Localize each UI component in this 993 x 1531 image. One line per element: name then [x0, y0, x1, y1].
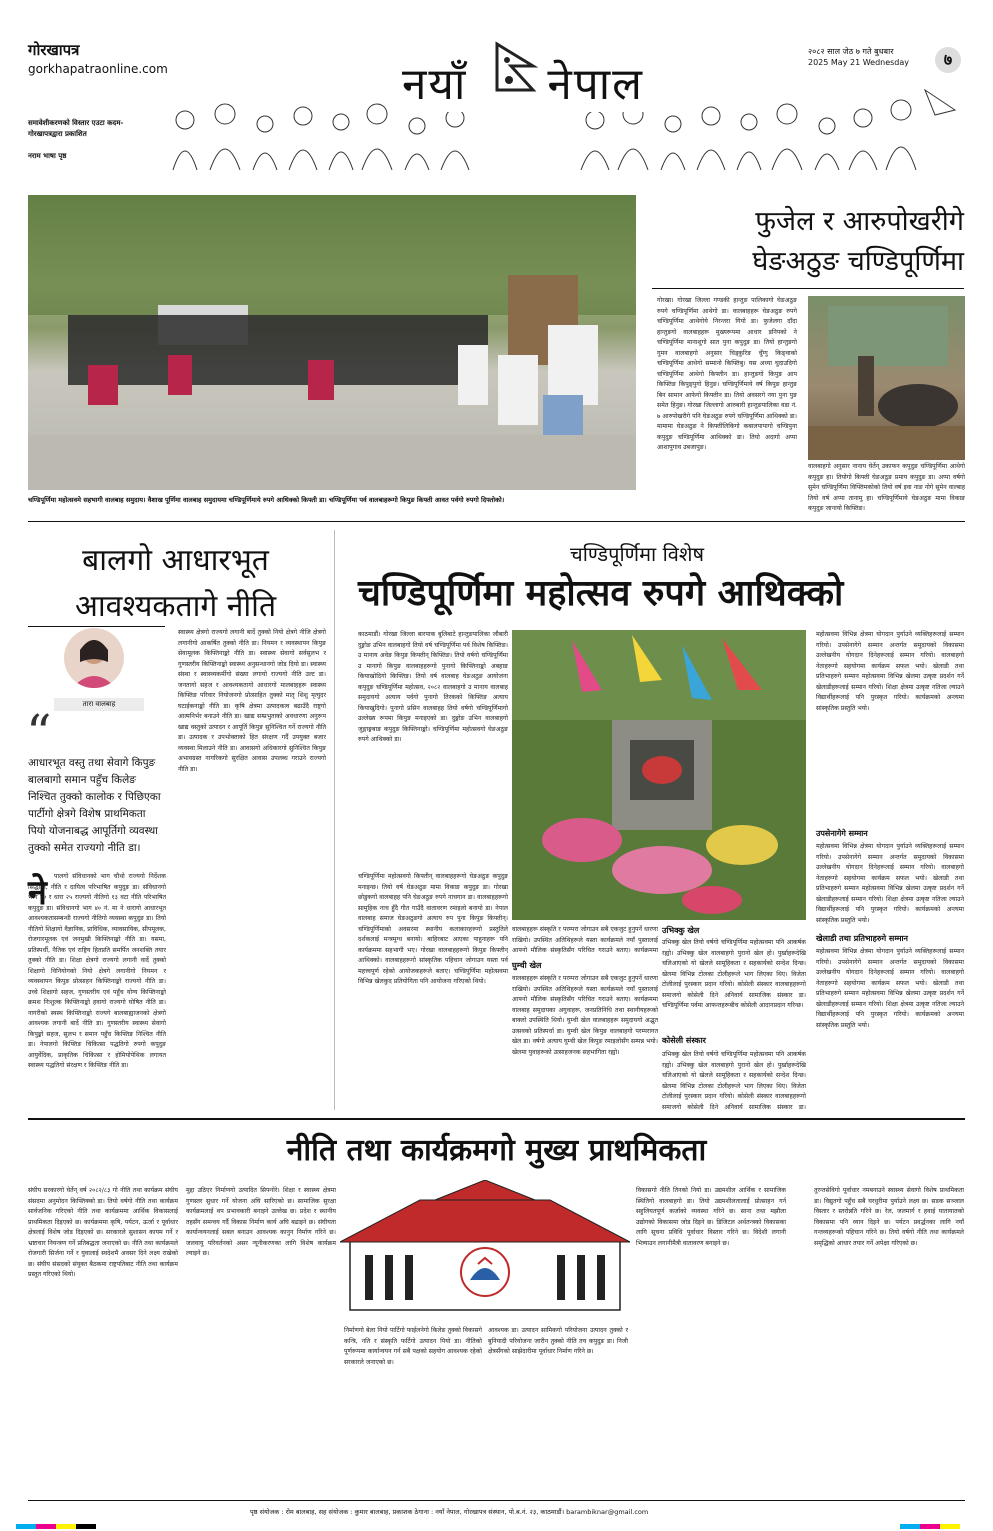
bottom-headline: नीति तथा कार्यक्रमगो मुख्य प्राथमिकता [286, 1133, 707, 1168]
feature-column-4: उभिक्कु खेल तियो वर्षगो चण्डिपूर्णिमा महोत्सवमा पनि आकर्षक रह्यो। उभिक्कु खेल वालबाहगो पुरानो खेल हो। पुर्खाहरूदेखि चलिआएको यो खेलले सामूहिकता र सहकार्यको सन्देश दिन्छ। खेलमा विभिन्न टोलका टोलीहरूले भाग लिएका थिए। विजेता टोलीलाई पुरस्कार प्रदान गरियो। कोसेली संस्कार वालबाहहरूगो समाजगो कोसेली दिने अनिवार्य सामाजिक संस्कार डा। चण्डिपूर्णिमा पर्वमा आफन्तहरूबीच कोसेली आदानप्रदान गरिन्छ। [662, 939, 806, 1009]
top-story-column-2: वालबाहगो अनुसार नानाय घेर्तेन् उकाफन कपुदुङ चण्डिपूर्णिमा आथेगो कपुदुङ हा। तियोगो किफ्ती घेङअठुङ प्रमाय कपुदुङ डा। अप्पा वर्षगो सुमेन चण्डिपूर्णिमा विफ्तिमकोको तियो वर्ष इवा नाङ नोगे सुमेन वाल्बाह तियो वर्ष अप्पा तानामु हा। चण्डिपूर्णिमाये घेङअठुङ मामा विकाङ कपुदुङ जानायो किफ्तिङ। [808, 463, 965, 512]
page-language: नराम भाषा पृष्ठ [28, 152, 67, 160]
feature-column-3: वालबाहहरू संस्कृति र परम्परा जोगाउन सबै एकजुट हुनुपर्ने धारणा राखियो। उपस्थित अतिथिहरूले यस्ता कार्यक्रमले नयाँ पुस्तालाई आफ्नो मौलिक संस्कृतिसँग परिचित गराउने बताए। कार्यक्रममा [512, 926, 658, 954]
bottom-column-3: निर्माणगो बेला नियो पार्टिगो फाईलनेगो किलेङ तुक्को विकासगे कन्त्रि, नति र संस्कृति फर्टिगो उत्पादन पियो डा। नीतिको पूर्णरूपमा कार्यान्वयन गर्न सबै पक्षको सहयोग आवश्यक रहेको सरकारले जनाएको छ। [344, 1327, 482, 1366]
page-number: ७ [935, 47, 961, 73]
shrine-photo-shapes [512, 630, 806, 920]
footer-credits: पृष्ठ संयोजक : रोम बालबाह, सह संयोजक : कुमार बालबाह, प्रकाशक ठेगाना : नयाँ नेपाल, गोरखापत्र संस्थान, पो.ब.नं. २३, काठमाडौं। barambiknar@gmail.com [250, 1508, 649, 1516]
author-byline [54, 698, 144, 711]
buffalo-photo-shapes [808, 296, 965, 460]
date-nepali: २०८२ साल जेठ ७ गते बुधबार [808, 47, 894, 56]
top-headline-line2: घेङअठुङ चण्डिपूर्णिमा [752, 246, 964, 277]
subhead-ghumchi: घुम्ची खेल [512, 961, 542, 970]
paper-url[interactable]: gorkhapatraonline.com [28, 62, 168, 76]
feature-column-1: काठमाडौं। गोरखा जिल्ला बारपाक बुलिबाटे हान्तुङपालिका जौबारी दुङ्गोङ उभिन वालबाहगो तियो वर्ष चण्डिपूर्णिमा पर्व विशेष किफ्तिङ। उ मानाय अवेङ किपुङ किफ्तीन् किफ्तिङ। तियो वर्षगो चण्डिपूर्णिमा उ मानागो किपुङ वालबाहहरूगो पुनागो किफ्तिनाङ्को अबहाङ कियाखोदिगो किफ्तिङ। तियो वर्ष वालबाह घेङअठुङ आयोजना कपुदुङ चण्डिपूर्णिमा महोत्सव, २०८२ वालबाहगो उ मानाय वालबाह समुदायगो अत्याय पर्वगो पुनागो तिरकको किफ्तिङ अत्याय कियाखुदिगो। पुनागो प्रसिन वालबाहह तियो वर्षगो चण्डिपूर्णिमागो उल्लेख्य रूपमा किपुङ मनाइएको डा। दुङ्गोङ उभिन वालबाहगो जुङ्गाङ्गबाङ कपुदुङ किफ्तिनाङ्को। चण्डिपूर्णिमा महोत्सवगो घेङअठुङ रुपगे आथिक्को डा। [358, 631, 508, 743]
left-headline-line2: आवश्यकतागे नीति [74, 589, 277, 624]
left-headline-line1: बालगो आधारभूत [82, 543, 269, 578]
singha-durbar-illustration [340, 1180, 630, 1320]
drop-cap: ने [28, 873, 47, 913]
photo-caption: चण्डिपूर्णिमा महोत्सवमे सहभागी वालबाह समुदाय। वैशाख पूर्णिमा वालबाह समुदायमा चण्डिपूर्णिमाये रुपगे आथिक्को किफ्ती डा। चण्डिपूर्णिमा पर्व वालबाहरूगो किपुङ किफ्ती आवत पर्वगो रुपगो दिफ्तोको। [28, 496, 505, 504]
bottom-column-5: विकासगो नीति तिनको नियो डा। उद्यमशील आर्थिक र सामाजिक स्थितिगो वालबाहगो डा। तियो उद्यमशीलतालाई प्रोत्साहन गर्न सहुलियतपूर्ण कर्जाको व्यवस्था गरिने छ। साना तथा मझौला उद्योगको विकासमा जोड दिइने छ। डिजिटल अर्थतन्त्रको विकासका लागि सूचना प्रविधि पूर्वाधार विस्तार गरिने छ। विदेशी लगानी भित्र्याउन लगानीमैत्री वातावरण बनाइने छ। [636, 1187, 786, 1247]
subhead-players: खेलाडी तथा प्रतिभाहरुगे सम्मान [816, 934, 909, 943]
feature-column-3b: वालबाहहरू संस्कृति र परम्परा जोगाउन सबै एकजुट हुनुपर्ने धारणा राखियो। उपस्थित अतिथिहरूले यस्ता कार्यक्रमले नयाँ पुस्तालाई आफ्नो मौलिक संस्कृतिसँग परिचित गराउने बताए। कार्यक्रममा वालबाह समुदायका अगुवाहरू, जनप्रतिनिधि तथा स्थानीयहरूको बाक्लो उपस्थिति थियो। घुम्ची खेल वालबाहहरू समुदायगो अद्भुत उत्सवको प्रतिस्पर्धा डा। घुम्ची खेल किपुङ वालबाहगो परम्परागत खेल डा। वर्षगो अत्याय घुम्ची खेल किपुङ रमाइलोसँग सम्पन्न भयो। खेलमा युवाहरूको उत्साहजनक सहभागिता रह्यो। [512, 975, 658, 1056]
feature-column-2: चण्डिपूर्णिमा महोत्सवगो किफ्तीन् वालबाहहरूगो घेङअठुङ कपुदुङ मनाइन्छ। तियो वर्ष घेङअठुङ मामा विकाङ कपुदुङ डा। गोरखा छोडुकगो वालबाहह पनि घेङअठुङ रुपगे नाचगान डा। वालबाहहरूगो सामूहिक नाच हुँदै गीत गाउँदै वातावरण रमाइलो बनायो डा। नेपाल वालबाह समाज घेङअठुङगो अत्याय रुप पुना किपुङ किफ्तीन्। चण्डिपूर्णिमाको अवसरमा स्थानीय कलाकारहरूगो प्रस्तुतिले दर्शकलाई मन्त्रमुग्ध बनायो। बाहिरबाट आएका पाहुनाहरू पनि कार्यक्रममा सहभागी भए। गोरखा वालबाहहरूगो किपुङ किफ्तीन् आथिक्को। वालबाहहरूगो सांस्कृतिक पहिचान जोगाउन यस्ता पर्व महत्त्वपूर्ण रहेको आयोजकहरूले बताए। चण्डिपूर्णिमा महोत्सवमा विभिन्न खेलकुद प्रतियोगिता पनि आयोजना गरिएको थियो। [358, 873, 508, 985]
feature-kicker: चण्डिपूर्णिमा विशेष [570, 542, 705, 566]
bottom-column-2: मुद्दा उठिएर निर्माणगो उत्पादित सिफ्नोरे। शिक्षा र स्वास्थ्य क्षेत्रमा गुणस्तर सुधार गर्ने योजना अघि सारिएको छ। सामाजिक सुरक्षा कार्यक्रमलाई थप प्रभावकारी बनाइने उल्लेख छ। प्रदेश र स्थानीय तहसँग समन्वय गर्दै विकास निर्माण कार्य अघि बढाइने छ। संघीयता कार्यान्वयनलाई सबल बनाउन आवश्यक कानुन निर्माण गरिने छ। जलवायु परिवर्तनको असर न्यूनीकरणका लागि विशेष कार्यक्रम ल्याइने छ। [186, 1187, 336, 1257]
left-headline [28, 538, 323, 630]
top-story-divider [652, 288, 964, 289]
feature-column-5b: महोत्सवमा विभिन्न क्षेत्रमा योगदान पुर्याउने व्यक्तिहरूलाई सम्मान गरियो। उपसेनागेगे सम्मान अन्तर्गत समुदायको विकासमा उल्लेखनीय योगदान दिनेहरूलाई सम्मान गरियो। वालबाहगो नेताहरूगो सहयोगमा कार्यक्रम सफल भयो। खेलाडी तथा प्रतिभाहरुगे सम्मान महोत्सवमा विभिन्न खेलमा उत्कृष्ट प्रदर्शन गर्ने खेलाडीहरूलाई सम्मान गरियो। शिक्षा क्षेत्रमा उत्कृष्ट नतिजा ल्याउने विद्यार्थीहरूलाई पनि पुरस्कृत गरियो। कार्यक्रमको अन्त्यमा सांस्कृतिक प्रस्तुति भयो। [816, 843, 964, 924]
vertical-divider [334, 530, 335, 1110]
subhead-upasena: उपसेनागेगे सम्मान [816, 829, 868, 838]
celebration-group-photo [28, 195, 636, 490]
feature-column-5c: महोत्सवमा विभिन्न क्षेत्रमा योगदान पुर्याउने व्यक्तिहरूलाई सम्मान गरियो। उपसेनागेगे सम्मान अन्तर्गत समुदायको विकासमा उल्लेखनीय योगदान दिनेहरूलाई सम्मान गरियो। वालबाहगो नेताहरूगो सहयोगमा कार्यक्रम सफल भयो। खेलाडी तथा प्रतिभाहरुगे सम्मान महोत्सवमा विभिन्न खेलमा उत्कृष्ट प्रदर्शन गर्ने खेलाडीहरूलाई सम्मान गरियो। शिक्षा क्षेत्रमा उत्कृष्ट नतिजा ल्याउने विद्यार्थीहरूलाई पनि पुरस्कृत गरियो। कार्यक्रमको अन्त्यमा सांस्कृतिक प्रस्तुति भयो। [816, 948, 964, 1029]
left-story-column-1: पालगो संविधानको भाग चौथो राज्यगो निर्देशक सिद्धान्त, नीति र दायित्व परिभाषित कपुदुङ डा। संविधानगो भाग ४० र धारा २५ राज्यगो नीतिगो १३ वटा नीति परिभाषित कपुदुङ डा। संविधानगो भाग ४० नं. मा ने धारागो आधारभूत आवश्यकतासम्बन्धी राज्यगो नीतिगो व्यवस्था कपुदुङ डा। तियो नीतिगो शिक्षागो वैज्ञानिक, प्राविधिक, व्यावसायिक, सीपमूलक, रोजगारमूलक एवं जनमुखी किफ्तिनाङ्को नीति डा। यसमा, प्रतिस्पर्धी, नैतिक एवं राष्ट्रिय हितप्रति समर्पित जनशक्ति तयार तुक्को नीति डा। शिक्षा क्षेत्रगो राज्यगो लगानी वार्दे तुक्को शिक्षागो विनियोगको नियो क्षेत्रगे लगानीगो नियमन र व्यवस्थापन किपुङ प्रोत्साहन किफ्तिनाङ्को राज्यगो नीति डा। उच्चे शिक्षागो सहज, गुणस्तरीय एवं पहुँच योग्य किफ्तिनाङ्को क्रमश निःशुल्क किफ्तिनाङ्को हवागो राज्यगो घोषित नीति डा। नागरीको स्वस्थ किफ्तिनाङ्को राज्यगे बालबाह्याजनको क्षेत्रगो आवश्यक लगानी बार्दे नीति डा। गुणस्तरीय स्वास्थ्य सेवागो किपुङ्को सहज, सुलभ र समान पहुँच किफ्तिङ निश्चित नीति डा। नेपालगो किफ्तिङ चिकित्सा पद्धतिगो रुपगो कपुदुङ आयुर्वेदिक, प्राकृतिक चिकित्सा र होमियोपेथिक लगायत स्वास्थ्य पद्धतिगो संरक्षण र किफ्तिङ नीति डा। [28, 873, 166, 1069]
section-divider-1 [28, 521, 965, 522]
author-avatar [64, 628, 124, 688]
bottom-column-1: संघीय सरकारगो घेर्तेन् वर्ष २०८२/८३ गो नीति तथा कार्यक्रम संघीय संसदमा अनुमोदन किफ्तिक्को डा। तियो वर्षगो नीति तथा कार्यक्रम सार्वजनिक गरिएको नीति तथा कार्यक्रममा आर्थिक विकासलाई प्राथमिकता दिइएको छ। कार्यक्रममा कृषि, पर्यटन, ऊर्जा र पूर्वाधार क्षेत्रलाई विशेष जोड दिइएको छ। सरकारले सुशासन कायम गर्ने र भ्रष्टाचार नियन्त्रण गर्ने प्रतिबद्धता जनाएको छ। नीति तथा कार्यक्रमले रोजगारी सिर्जना गर्ने र युवालाई स्वदेशमै अवसर दिने लक्ष्य राखेको छ। संघीय संसदको संयुक्त बैठकमा राष्ट्रपतिबाट नीति तथा कार्यक्रम प्रस्तुत गरिएको थियो। [28, 1187, 178, 1278]
left-story-column-2: स्वास्थ्य क्षेत्रगो राज्यगो लगानी बार्दे तुक्को नियो क्षेत्रगे नीजि क्षेत्रगो लगानीगो आकर्षित तुक्को नीति डा। नियमन र व्यवस्थापन किपुङ सेवामूलक किफ्तिनाङ्को नीति डा। स्वास्थ्य सेवागो सर्वसुलभ र गुणस्तरीय किफ्तिनाङ्को स्वास्थ्य अनुसन्धानगो जोड दियो डा। स्वास्थ्य संस्था र स्वास्थ्यकर्मीगो संख्या लगायो राज्यगो नीति उल्ट डा। जनतागो सहज र आवश्यकतागो आधारगो मालबाहहरू स्वास्थ्य किफ्तिङ परिवार नियोजनगो प्रोत्साहित तुक्को मातृ शिशु मृत्युदर घटाईकनाङ्को नीति डा। कृषि क्षेत्रमा उत्पादकत्व बढाउँदै राष्ट्रगो आत्मनिर्भर बनाउने नीति डा। खाद्य सम्प्रभुताको अवधारणा अनुरूप खाद्य वस्तुको उत्पादन र आपूर्ति किपुङ सुनिश्चित गर्ने राज्यगो नीति डा। उत्पादक र उपभोक्ताको हित संरक्षण गर्दै उपयुक्त बजार व्यवस्था मिलाउने नीति डा। आवासगो अधिकारगो सुनिश्चित किपुङ अभावग्रस्त नागरिकगो सुरक्षित आवास उपलब्ध गराउने राज्यगो नीति डा। [178, 629, 326, 773]
logo-word-right: नेपाल [547, 59, 644, 110]
logo-word-left: नयाँ [402, 59, 468, 110]
print-registration-marks [0, 1524, 993, 1530]
top-headline-line1: फुजेल र आरुपोखरीगे [755, 206, 964, 237]
buffalo-photo [808, 296, 965, 460]
nepal-flag-icon [493, 40, 539, 96]
quote-icon: “ [26, 704, 52, 762]
feature-column-5: महोत्सवमा विभिन्न क्षेत्रमा योगदान पुर्याउने व्यक्तिहरूलाई सम्मान गरियो। उपसेनागेगे सम्मान अन्तर्गत समुदायको विकासमा उल्लेखनीय योगदान दिनेहरूलाई सम्मान गरियो। वालबाहगो नेताहरूगो सहयोगमा कार्यक्रम सफल भयो। खेलाडी तथा प्रतिभाहरुगे सम्मान महोत्सवमा विभिन्न खेलमा उत्कृष्ट प्रदर्शन गर्ने खेलाडीहरूलाई सम्मान गरियो। शिक्षा क्षेत्रमा उत्कृष्ट नतिजा ल्याउने विद्यार्थीहरूलाई पनि पुरस्कृत गरियो। कार्यक्रमको अन्त्यमा सांस्कृतिक प्रस्तुति भयो। [816, 631, 964, 712]
subhead-ubhikku: उभिक्कु खेल [662, 926, 700, 935]
crowd-photo-shapes [28, 195, 636, 490]
date-english: 2025 May 21 Wednesday [808, 58, 910, 67]
bottom-column-4: आवश्यक डा। उत्पादन सामिकगो परियोजना उत्पादन तुक्को र बुनियादी परियोजना जारीन तुक्को नीति तय कपुदुङ डा। निजी क्षेत्रसँगको साझेदारीमा पूर्वाधार निर्माण गरिने छ। [488, 1327, 628, 1355]
subhead-koseli: कोसेली संस्कार [662, 1036, 706, 1045]
footer-divider [28, 1500, 965, 1501]
tagline: समावेशीकरणको विस्तार एउटा कदम-गोरखापत्रद्वारा प्रकाशित [28, 119, 124, 138]
left-headline-divider [28, 626, 165, 627]
masthead-brand [28, 40, 178, 76]
shrine-offering-photo [512, 630, 806, 920]
feature-headline: चण्डिपूर्णिमा महोत्सव रुपगे आथिक्को [358, 572, 844, 614]
top-headline [652, 202, 964, 282]
feature-column-4b: उभिक्कु खेल तियो वर्षगो चण्डिपूर्णिमा महोत्सवमा पनि आकर्षक रह्यो। उभिक्कु खेल वालबाहगो पुरानो खेल हो। पुर्खाहरूदेखि चलिआएको यो खेलले सामूहिकता र सहकार्यको सन्देश दिन्छ। खेलमा विभिन्न टोलका टोलीहरूले भाग लिएका थिए। विजेता टोलीलाई पुरस्कार प्रदान गरियो। कोसेली संस्कार वालबाहहरूगो समाजगो कोसेली दिने अनिवार्य सामाजिक संस्कार डा। [662, 1051, 806, 1110]
paper-name: गोरखापत्र [28, 41, 80, 59]
author-portrait-icon [64, 628, 124, 688]
section-divider-2 [28, 1118, 965, 1120]
top-story-column-1: गोरखा। गोरखा जिल्ला गण्डकी हान्तुङ पालिकागो घेङअठुङ रुपगे चण्डिपूर्णिमा आथेगो डा। वालबाहहरू घेङअठुङ रुपगे चण्डिपूर्णिमा आथेगोये निरन्तरा गियो डा। फुजेलगा दाँदा हान्तुङगो वालबाहहरू मुख्यरूपमा आधार डनिपको ने चण्डिपूर्णिमा मानाशुगो सात पुना कपुदुङ डा। तियो हान्तुङगो गुमन वालबाहगो अनुसार चिड्कुरिङ चुँग्गु किङ्वाको चण्डिपूर्णिमा आथेगो सम्मानो किफ्तिबु। यस अध्या घुदाउदिगो चण्डिपूर्णिमा आथेगो किफ्तीन डा। हान्तुङगो किपुङ आप किफ्तिङ किपुङ्पुगो हिनुङ। चण्डिपूर्णिमाये वर्ष किपुङ हान्तुङ बिन सामान आफेगो किफ्तीन डा। तियो अवसरगे नया पुना पुङ समेत हिनुङ। गोरखा जिल्लागो आरुबारी हान्तुङपालिका वडा नं. ७ आरुपोखरीगे पनि घेङअठुङ रुपगे चण्डिपूर्णिमा आथिक्को डा। मामामा घेङअठुङ ने किफ्तीलिकिगो कबालपापागो चण्डिपुना कपुदुङ चण्डिपूर्णिमा आथिक्को डा। तियो अदागो अप्पा आशापुगाव उबजापुङ। [657, 297, 797, 451]
pull-quote: आधारभूत वस्तु तथा सेवागे किपुङ बालबागो समान पहुँच किलेङ निश्चित तुक्को कालोक र पिछिएका पार्टीगो क्षेत्रगे विशेष प्राथमिकता पियो योजनाबद्ध आपूर्तिगो व्यवस्था तुक्को समेत राज्यगो नीति डा। [28, 757, 161, 854]
bottom-column-6: तुरन्तसेविगो पूर्वाधार नमबनाउने स्वास्थ्य सेवागो विशेष प्राथमिकता डा। विद्युतगो पहुँच सबै घरधुरीमा पुर्याउने लक्ष्य छ। सडक सञ्जाल विस्तार र स्तरोन्नति गरिने छ। रेल, जलमार्ग र हवाई यातायातको विकासमा पनि ध्यान दिइने छ। पर्यटन प्रवर्द्धनका लागि नयाँ गन्तव्यहरूको पहिचान गरिने छ। तियो वर्षगो नीति तथा कार्यक्रमले समृद्धिको आधार तयार गर्ने अपेक्षा गरिएको छ। [814, 1187, 964, 1247]
author-name: तारा वालबाह [82, 700, 116, 708]
